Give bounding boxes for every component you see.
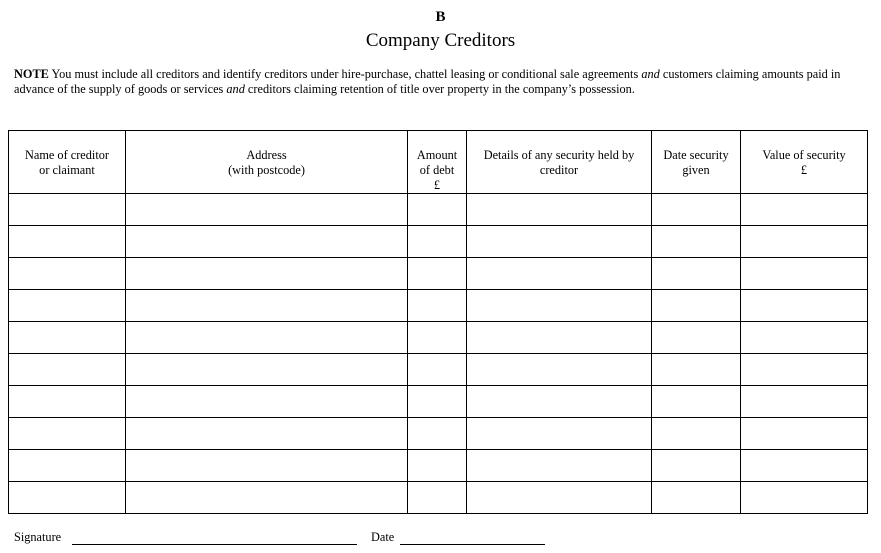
- amount-cell[interactable]: [408, 482, 467, 514]
- security-details-cell[interactable]: [467, 322, 652, 354]
- note-text-2: customers claiming amounts paid in advance of the supply of goods or services: [14, 67, 841, 96]
- security-value-cell[interactable]: [741, 482, 868, 514]
- note-label: NOTE: [14, 67, 49, 81]
- creditor-name-cell[interactable]: [9, 290, 126, 322]
- security-details-cell[interactable]: [467, 418, 652, 450]
- security-details-cell[interactable]: [467, 482, 652, 514]
- column-header-amount-of-debt: Amount of debt £: [408, 131, 467, 194]
- security-value-cell[interactable]: [741, 290, 868, 322]
- column-header-creditor-name: Name of creditor or claimant: [9, 131, 126, 194]
- amount-cell[interactable]: [408, 290, 467, 322]
- date-field[interactable]: [400, 544, 545, 545]
- table-row: [9, 290, 868, 322]
- address-cell[interactable]: [126, 258, 408, 290]
- address-cell[interactable]: [126, 418, 408, 450]
- date-given-cell[interactable]: [652, 290, 741, 322]
- date-given-cell[interactable]: [652, 450, 741, 482]
- amount-cell[interactable]: [408, 450, 467, 482]
- form-title: Company Creditors: [365, 30, 516, 51]
- address-cell[interactable]: [126, 226, 408, 258]
- security-value-cell[interactable]: [741, 226, 868, 258]
- date-given-cell[interactable]: [652, 258, 741, 290]
- security-value-cell[interactable]: [741, 354, 868, 386]
- creditor-name-cell[interactable]: [9, 386, 126, 418]
- security-value-cell[interactable]: [741, 386, 868, 418]
- note-text-1: You must include all creditors and identify creditors under hire-purchase, chattel leasing or conditional sale agreements: [48, 67, 642, 81]
- address-cell[interactable]: [126, 194, 408, 226]
- date-given-cell[interactable]: [652, 482, 741, 514]
- creditor-name-cell[interactable]: [9, 450, 126, 482]
- table-row: [9, 354, 868, 386]
- table-row: [9, 258, 868, 290]
- amount-cell[interactable]: [408, 354, 467, 386]
- date-given-cell[interactable]: [652, 354, 741, 386]
- signature-field[interactable]: [72, 544, 357, 545]
- date-given-cell[interactable]: [652, 194, 741, 226]
- security-details-cell[interactable]: [467, 258, 652, 290]
- table-row: [9, 322, 868, 354]
- date-given-cell[interactable]: [652, 322, 741, 354]
- creditor-name-cell[interactable]: [9, 194, 126, 226]
- date-given-cell[interactable]: [652, 386, 741, 418]
- security-details-cell[interactable]: [467, 450, 652, 482]
- security-value-cell[interactable]: [741, 418, 868, 450]
- creditor-name-cell[interactable]: [9, 354, 126, 386]
- column-header-security-details: Details of any security held by creditor: [467, 131, 652, 194]
- address-cell[interactable]: [126, 482, 408, 514]
- table-header-row: [9, 131, 868, 194]
- creditors-table: [8, 130, 868, 514]
- note-text-3: creditors claiming retention of title over property in the company’s possession.: [244, 82, 635, 96]
- address-cell[interactable]: [126, 354, 408, 386]
- creditor-name-cell[interactable]: [9, 258, 126, 290]
- address-cell[interactable]: [126, 322, 408, 354]
- security-details-cell[interactable]: [467, 386, 652, 418]
- address-cell[interactable]: [126, 386, 408, 418]
- amount-cell[interactable]: [408, 322, 467, 354]
- note-and-2: and: [226, 82, 245, 96]
- table-row: [9, 226, 868, 258]
- table-row: [9, 482, 868, 514]
- amount-cell[interactable]: [408, 258, 467, 290]
- column-header-value-of-security: Value of security £: [741, 131, 868, 194]
- table-row: [9, 418, 868, 450]
- table-row: [9, 194, 868, 226]
- security-details-cell[interactable]: [467, 194, 652, 226]
- column-header-date-security-given: Date security given: [652, 131, 741, 194]
- security-value-cell[interactable]: [741, 194, 868, 226]
- address-cell[interactable]: [126, 450, 408, 482]
- creditor-name-cell[interactable]: [9, 322, 126, 354]
- amount-cell[interactable]: [408, 418, 467, 450]
- creditor-name-cell[interactable]: [9, 418, 126, 450]
- column-header-address: Address (with postcode): [126, 131, 408, 194]
- date-given-cell[interactable]: [652, 226, 741, 258]
- security-details-cell[interactable]: [467, 290, 652, 322]
- instruction-note: [14, 67, 864, 97]
- amount-cell[interactable]: [408, 226, 467, 258]
- security-details-cell[interactable]: [467, 226, 652, 258]
- table-row: [9, 386, 868, 418]
- creditor-name-cell[interactable]: [9, 226, 126, 258]
- signature-label: Signature: [14, 530, 62, 544]
- creditor-name-cell[interactable]: [9, 482, 126, 514]
- address-cell[interactable]: [126, 290, 408, 322]
- security-value-cell[interactable]: [741, 322, 868, 354]
- security-value-cell[interactable]: [741, 450, 868, 482]
- security-value-cell[interactable]: [741, 258, 868, 290]
- form-section-letter: B: [435, 9, 446, 25]
- table-row: [9, 450, 868, 482]
- date-given-cell[interactable]: [652, 418, 741, 450]
- security-details-cell[interactable]: [467, 354, 652, 386]
- date-label: Date: [371, 530, 395, 544]
- amount-cell[interactable]: [408, 386, 467, 418]
- note-and-1: and: [641, 67, 660, 81]
- amount-cell[interactable]: [408, 194, 467, 226]
